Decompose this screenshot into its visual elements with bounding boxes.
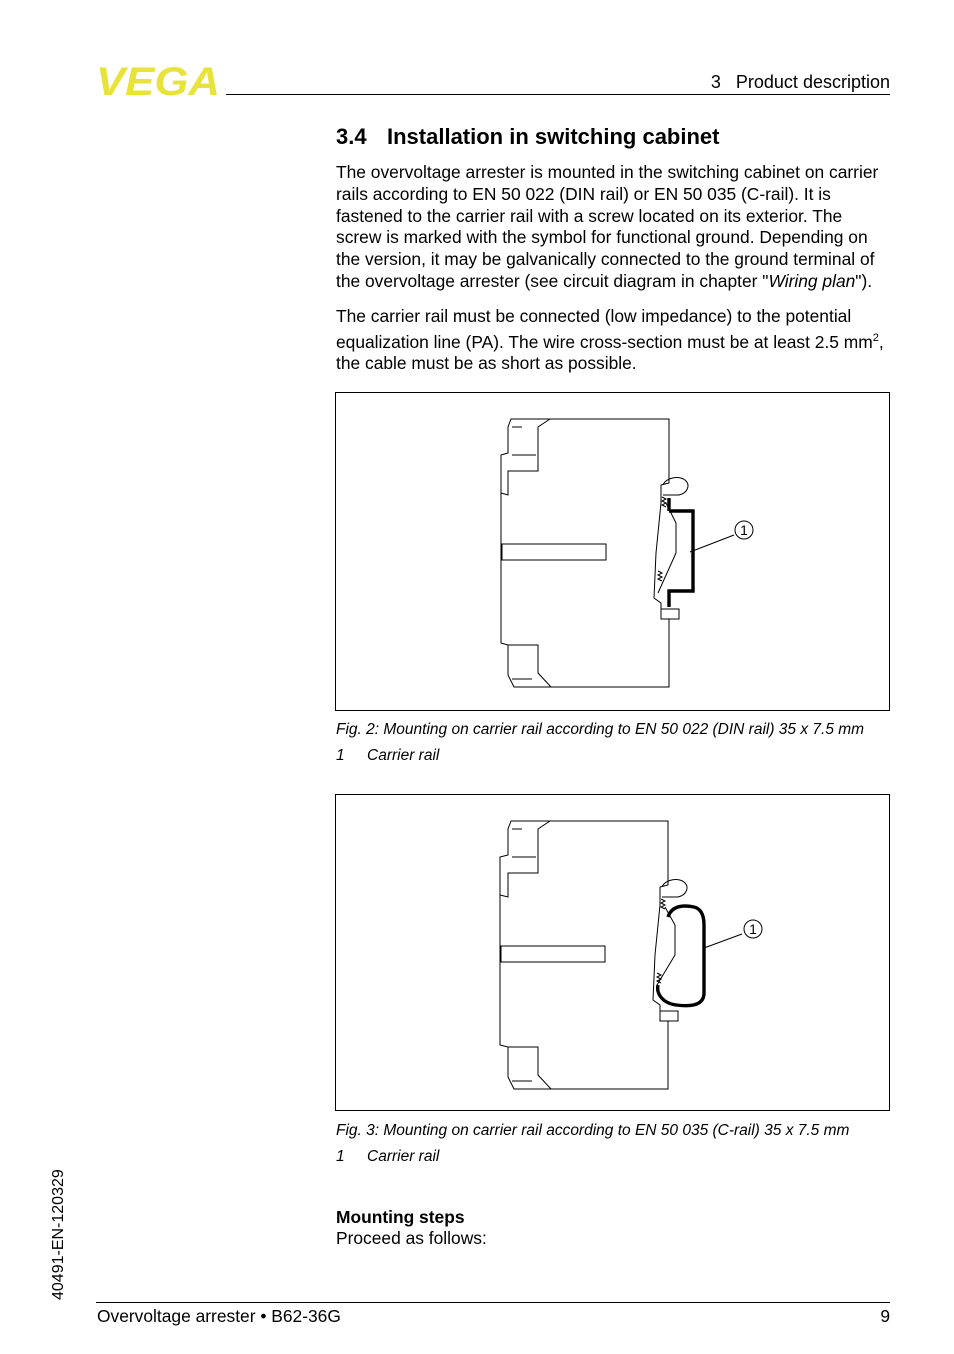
mounting-steps-heading: Mounting steps (336, 1207, 465, 1227)
footer-product: Overvoltage arrester • B62-36G (97, 1306, 341, 1326)
logo-text: VEGA (96, 64, 220, 98)
document-code: 40491-EN-120329 (50, 1169, 67, 1300)
paragraph-grounding (336, 306, 892, 375)
figure-3-caption: Fig. 3: Mounting on carrier rail according to EN 50 035 (C-rail) 35 x 7.5 mm (336, 1122, 850, 1139)
din-rail-drawing (336, 393, 889, 710)
paragraph-text-end: , the cable must be as short as possible. (336, 331, 884, 374)
section-title: Installation in switching cabinet (387, 124, 720, 149)
superscript: 2 (872, 331, 879, 344)
section-heading (336, 124, 719, 150)
paragraph-mounting (336, 162, 892, 293)
header-rule (226, 94, 890, 95)
legend-text: Carrier rail (367, 747, 440, 764)
footer-rule (96, 1302, 890, 1303)
legend-number: 1 (336, 1148, 345, 1165)
callout-number: 1 (749, 921, 757, 937)
figure-2-caption: Fig. 2: Mounting on carrier rail according to EN 50 022 (DIN rail) 35 x 7.5 mm (336, 721, 865, 738)
c-rail-drawing (336, 795, 889, 1110)
vega-logo (96, 64, 220, 98)
section-number: 3.4 (336, 124, 367, 149)
paragraph-text-end: "). (855, 270, 873, 291)
paragraph-text: The carrier rail must be connected (low impedance) to the potential equalization line (PA). The wire cross-section must be at least 2.5 mm (336, 306, 873, 352)
callout-number: 1 (740, 522, 748, 538)
mounting-steps-intro: Proceed as follows: (336, 1228, 487, 1248)
figure-2-legend (336, 747, 439, 765)
figure-c-rail (335, 794, 890, 1111)
chapter-header: 3 Product description (710, 72, 890, 92)
figure-3-legend (336, 1148, 439, 1166)
legend-text: Carrier rail (367, 1148, 440, 1165)
figure-din-rail (335, 392, 890, 711)
page-number: 9 (880, 1306, 890, 1326)
wiring-plan-reference: Wiring plan (768, 270, 856, 291)
paragraph-text: The overvoltage arrester is mounted in the switching cabinet on carrier rails according to EN 50 022 (DIN rail) or EN 50 035 (C-rail). It is fastened to the carrier rail with a screw located on its exterior. The screw is marked with the symbol for functional ground. Depending on the version, it may be galvanically connected to the ground terminal of the overvoltage arrester (see circuit diagram in chapter " (336, 162, 879, 291)
legend-number: 1 (336, 747, 345, 764)
